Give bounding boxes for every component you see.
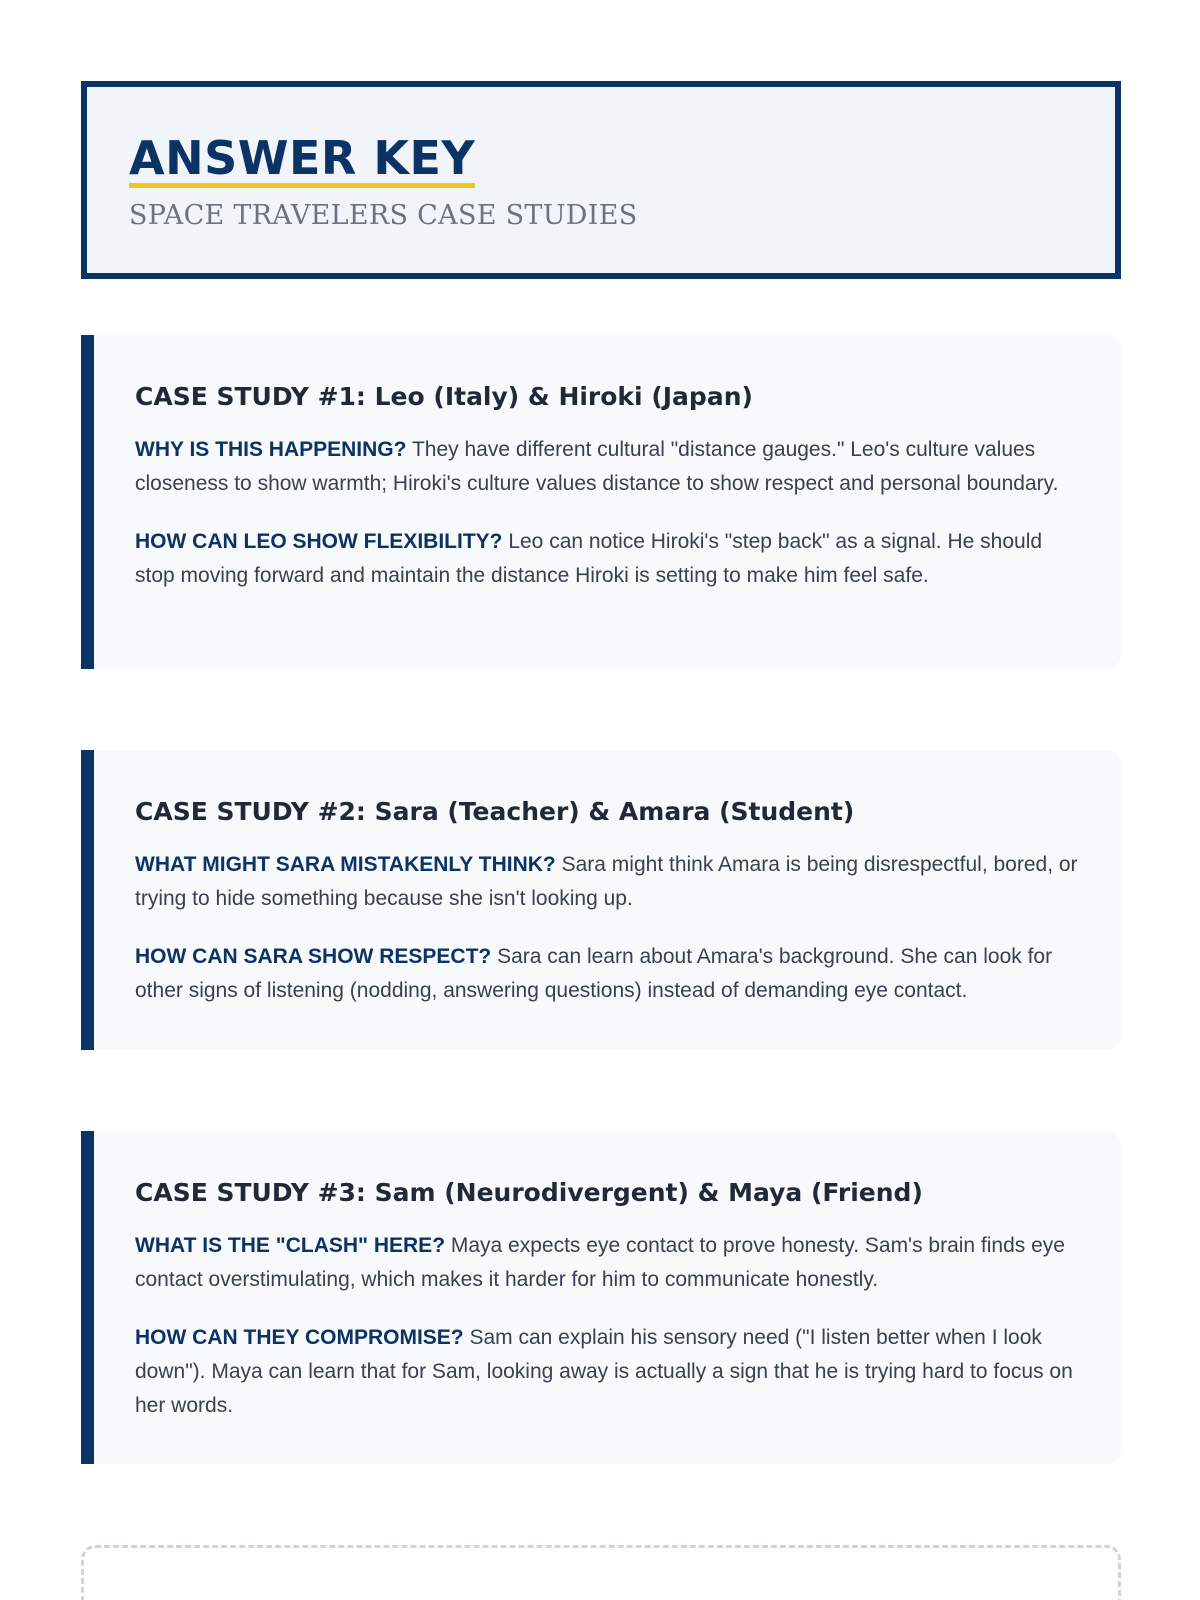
question-label: HOW CAN LEO SHOW FLEXIBILITY? [135, 530, 503, 553]
case-study-answer [135, 1229, 1081, 1297]
dashed-notes-box [81, 1545, 1121, 1600]
case-study-answer [135, 525, 1081, 593]
question-label: WHY IS THIS HAPPENING? [135, 438, 407, 461]
answer-text: They have different cultural "distance gauges." Leo's culture values closeness to show warmth; Hiroki's culture values distance to show respect and personal boundary. [135, 438, 1059, 495]
answer-key-header [81, 81, 1121, 279]
answer-text: Sam can explain his sensory need ("I listen better when I look down"). Maya can learn that for Sam, looking away is actually a sign that he is trying hard to focus on her words. [135, 1326, 1073, 1417]
answer-text: Sara can learn about Amara's background. She can look for other signs of listening (nodding, answering questions) instead of demanding eye contact. [135, 945, 1053, 1002]
case-study-answer [135, 433, 1081, 501]
question-label: HOW CAN THEY COMPROMISE? [135, 1326, 464, 1349]
answer-text: Leo can notice Hiroki's "step back" as a signal. He should stop moving forward and maintain the distance Hiroki is setting to make him feel safe. [135, 530, 1043, 587]
case-study-card-1 [81, 335, 1121, 669]
answer-text: Maya expects eye contact to prove honesty. Sam's brain finds eye contact overstimulating, which makes it harder for him to communicate honestly. [135, 1234, 1065, 1291]
case-study-title: CASE STUDY #1: Leo (Italy) & Hiroki (Japan) [135, 382, 753, 411]
case-study-card-3 [81, 1131, 1121, 1464]
question-label: WHAT MIGHT SARA MISTAKENLY THINK? [135, 853, 556, 876]
case-study-answer [135, 1321, 1081, 1423]
case-study-answer [135, 940, 1081, 1008]
case-study-answer [135, 848, 1081, 916]
page-title: ANSWER KEY [129, 133, 475, 188]
answer-text: Sara might think Amara is being disrespectful, bored, or trying to hide something because she isn't looking up. [135, 853, 1078, 910]
question-label: HOW CAN SARA SHOW RESPECT? [135, 945, 492, 968]
case-study-title: CASE STUDY #3: Sam (Neurodivergent) & Maya (Friend) [135, 1178, 923, 1207]
page-subtitle: SPACE TRAVELERS CASE STUDIES [129, 200, 638, 231]
case-study-card-2 [81, 750, 1121, 1050]
case-study-title: CASE STUDY #2: Sara (Teacher) & Amara (Student) [135, 797, 855, 826]
question-label: WHAT IS THE "CLASH" HERE? [135, 1234, 446, 1257]
